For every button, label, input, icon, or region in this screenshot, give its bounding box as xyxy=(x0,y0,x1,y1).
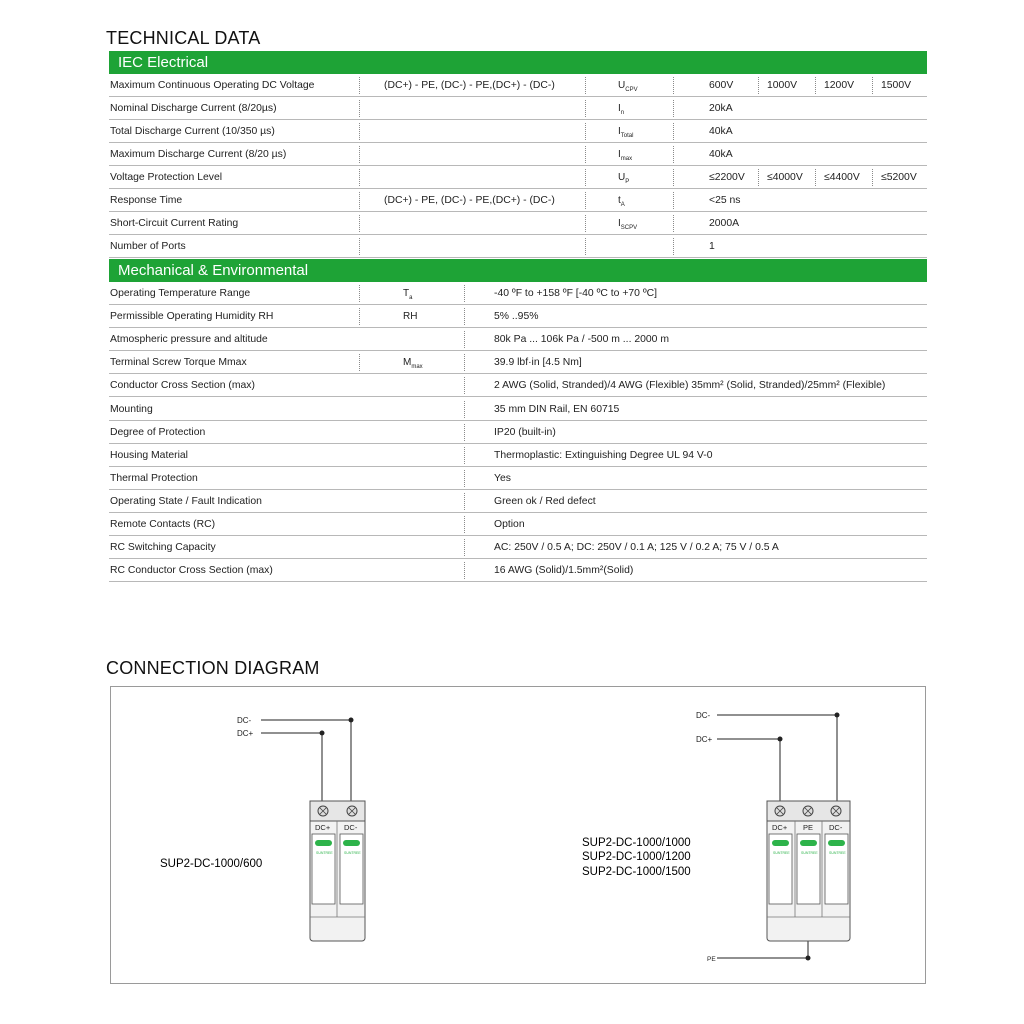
left-terminal-label-1: DC+ xyxy=(315,823,331,832)
iec-value: 40kA xyxy=(709,126,733,137)
right-brand-label-3: SUNTREE xyxy=(829,851,846,855)
right-terminal-label-2: PE xyxy=(803,823,814,832)
left-terminal-label-2: DC- xyxy=(344,823,358,832)
mech-param-name: RC Switching Capacity xyxy=(110,542,216,554)
divider xyxy=(673,215,674,232)
left-device-wiring xyxy=(237,716,354,803)
iec-value: 1500V xyxy=(881,80,912,91)
divider xyxy=(585,192,586,209)
divider xyxy=(464,447,465,464)
mech-param-name: Permissible Operating Humidity RH xyxy=(110,311,274,323)
divider xyxy=(673,192,674,209)
divider xyxy=(758,77,759,94)
divider xyxy=(359,238,360,255)
right-terminal-screw-3 xyxy=(831,806,841,816)
left-wire-label-dc-minus: DC- xyxy=(237,716,252,725)
iec-symbol-letter: U xyxy=(618,172,626,183)
left-terminal-screw-1 xyxy=(318,806,328,816)
iec-value: ≤5200V xyxy=(881,172,917,183)
mech-value: 16 AWG (Solid)/1.5mm²(Solid) xyxy=(494,565,634,577)
right-terminal-screw-1 xyxy=(775,806,785,816)
divider xyxy=(359,215,360,232)
connection-diagram-frame xyxy=(110,686,926,984)
mech-value: Thermoplastic: Extinguishing Degree UL 94 V-0 xyxy=(494,449,713,461)
divider xyxy=(872,169,873,186)
mech-row xyxy=(109,351,927,374)
divider xyxy=(673,100,674,117)
iec-param-name: Maximum Continuous Operating DC Voltage xyxy=(110,80,315,91)
iec-symbol-letter: I xyxy=(618,126,621,137)
divider xyxy=(359,192,360,209)
divider xyxy=(464,470,465,487)
left-brand-label-1: SUNTREE xyxy=(316,851,333,855)
iec-symbol xyxy=(618,212,637,237)
mech-param-name: RC Conductor Cross Section (max) xyxy=(110,565,273,577)
iec-symbol-subscript: Total xyxy=(620,133,634,139)
divider xyxy=(464,516,465,533)
iec-symbol xyxy=(618,166,629,191)
iec-mode: (DC+) - PE, (DC-) - PE,(DC+) - (DC-) xyxy=(384,80,555,91)
iec-symbol-letter: U xyxy=(618,80,626,91)
mech-param-name: Terminal Screw Torque Mmax xyxy=(110,357,247,369)
divider xyxy=(815,169,816,186)
iec-row xyxy=(109,143,927,166)
divider xyxy=(585,123,586,140)
divider xyxy=(673,77,674,94)
iec-row xyxy=(109,74,927,97)
right-wire-label-dc-plus: DC+ xyxy=(696,735,713,744)
divider xyxy=(673,169,674,186)
divider xyxy=(464,285,465,302)
iec-row xyxy=(109,212,927,235)
divider xyxy=(359,308,360,325)
mech-param-name: Atmospheric pressure and altitude xyxy=(110,334,268,346)
mech-row xyxy=(109,374,927,397)
iec-value: 40kA xyxy=(709,149,733,160)
mech-symbol xyxy=(403,305,417,328)
mech-row xyxy=(109,328,927,351)
divider xyxy=(673,123,674,140)
mech-value: Yes xyxy=(494,472,511,484)
right-model-label-2: SUP2-DC-1000/1200 xyxy=(582,851,691,863)
iec-param-name: Maximum Discharge Current (8/20 µs) xyxy=(110,149,287,160)
divider xyxy=(585,146,586,163)
technical-data-title: TECHNICAL DATA xyxy=(106,28,261,48)
iec-symbol-subscript: CPV xyxy=(625,87,638,93)
iec-row xyxy=(109,120,927,143)
divider xyxy=(464,331,465,348)
iec-param-name: Voltage Protection Level xyxy=(110,172,223,183)
mech-row xyxy=(109,305,927,328)
iec-param-name: Nominal Discharge Current (8/20µs) xyxy=(110,103,277,114)
right-terminal-label-1: DC+ xyxy=(772,823,788,832)
mech-symbol-subscript: max xyxy=(411,364,423,371)
divider xyxy=(359,123,360,140)
left-status-led-1 xyxy=(315,840,332,846)
divider xyxy=(464,308,465,325)
mech-param-name: Operating State / Fault Indication xyxy=(110,495,262,507)
mech-param-name: Operating Temperature Range xyxy=(110,288,251,299)
divider xyxy=(758,169,759,186)
mech-value: 5% ..95% xyxy=(494,311,539,323)
mech-row xyxy=(109,513,927,536)
mech-param-name: Conductor Cross Section (max) xyxy=(110,380,255,392)
right-brand-label-1: SUNTREE xyxy=(773,851,790,855)
iec-row xyxy=(109,166,927,189)
iec-value: 1000V xyxy=(767,80,798,91)
iec-value: 1 xyxy=(709,241,715,252)
iec-symbol-subscript: P xyxy=(625,179,630,185)
iec-param-name: Short-Circuit Current Rating xyxy=(110,218,239,229)
mech-row xyxy=(109,398,927,421)
right-status-led-1 xyxy=(772,840,789,846)
mech-symbol-letter: T xyxy=(403,288,410,299)
iec-value: 1200V xyxy=(824,80,855,91)
mech-value: -40 ºF to +158 ºF [-40 ºC to +70 ºC] xyxy=(494,288,658,299)
mech-param-name: Remote Contacts (RC) xyxy=(110,519,216,530)
divider xyxy=(464,377,465,394)
divider xyxy=(359,169,360,186)
left-brand-label-2: SUNTREE xyxy=(344,851,361,855)
divider xyxy=(359,354,360,371)
mech-value: 80k Pa ... 106k Pa / -500 m ... 2000 m xyxy=(494,334,670,346)
divider xyxy=(585,169,586,186)
divider xyxy=(464,401,465,418)
right-surge-protector xyxy=(767,801,850,941)
iec-row xyxy=(109,189,927,212)
left-terminal-screw-2 xyxy=(347,806,357,816)
right-model-label-1: SUP2-DC-1000/1000 xyxy=(582,837,691,849)
left-surge-protector xyxy=(310,801,365,941)
mech-value: 2 AWG (Solid, Stranded)/4 AWG (Flexible) 35mm² (Solid, Stranded)/25mm² (Flexible) xyxy=(494,380,886,392)
divider xyxy=(673,238,674,255)
left-status-led-2 xyxy=(343,840,360,846)
iec-symbol xyxy=(618,74,638,99)
iec-param-name: Number of Ports xyxy=(110,241,186,252)
divider xyxy=(585,100,586,117)
iec-value: 2000A xyxy=(709,218,740,229)
mech-symbol-letter: M xyxy=(403,357,412,369)
right-status-led-2 xyxy=(800,840,817,846)
iec-value: 600V xyxy=(709,80,734,91)
right-model-label-3: SUP2-DC-1000/1500 xyxy=(582,866,691,878)
divider xyxy=(585,238,586,255)
mech-symbol-subscript: a xyxy=(409,295,413,301)
iec-symbol-subscript: SCPV xyxy=(620,225,638,231)
left-model-label: SUP2-DC-1000/600 xyxy=(160,858,263,870)
mech-row xyxy=(109,490,927,513)
mech-row xyxy=(109,467,927,490)
iec-value: ≤2200V xyxy=(709,172,745,183)
iec-mode: (DC+) - PE, (DC-) - PE,(DC+) - (DC-) xyxy=(384,195,555,206)
divider xyxy=(585,215,586,232)
right-terminal-label-3: DC- xyxy=(829,823,843,832)
right-wire-label-dc-minus: DC- xyxy=(696,711,711,720)
divider xyxy=(464,424,465,441)
divider xyxy=(464,354,465,371)
connection-diagram-title: CONNECTION DIAGRAM xyxy=(106,658,320,678)
divider xyxy=(464,493,465,510)
iec-symbol-letter: I xyxy=(618,149,621,160)
iec-symbol xyxy=(618,189,625,214)
divider xyxy=(673,146,674,163)
iec-row xyxy=(109,97,927,120)
iec-symbol xyxy=(618,120,633,145)
mech-value: Green ok / Red defect xyxy=(494,495,596,507)
divider xyxy=(872,77,873,94)
mech-param-name: Degree of Protection xyxy=(110,426,206,438)
mech-row xyxy=(109,559,927,582)
right-brand-label-2: SUNTREE xyxy=(801,851,818,855)
divider xyxy=(359,146,360,163)
divider xyxy=(464,562,465,579)
mech-row xyxy=(109,421,927,444)
iec-symbol-letter: t xyxy=(618,195,621,206)
divider xyxy=(585,77,586,94)
iec-value: ≤4400V xyxy=(824,172,860,183)
mechanical-environmental-header: Mechanical & Environmental xyxy=(109,259,927,282)
mech-param-name: Housing Material xyxy=(110,449,188,461)
right-wire-label-pe: PE xyxy=(707,956,716,963)
iec-symbol-letter: I xyxy=(618,218,621,229)
divider xyxy=(359,285,360,302)
iec-value: <25 ns xyxy=(709,195,741,206)
iec-value: ≤4000V xyxy=(767,172,803,183)
mech-value: 39.9 lbf·in [4.5 Nm] xyxy=(494,357,582,369)
mech-param-name: Mounting xyxy=(110,403,153,415)
divider xyxy=(359,100,360,117)
iec-param-name: Total Discharge Current (10/350 µs) xyxy=(110,126,275,137)
mech-param-name: Thermal Protection xyxy=(110,472,198,484)
iec-symbol-subscript: max xyxy=(620,156,633,162)
right-status-led-3 xyxy=(828,840,845,846)
mech-value: Option xyxy=(494,519,525,530)
mech-value: IP20 (built-in) xyxy=(494,426,556,438)
iec-param-name: Response Time xyxy=(110,195,183,206)
mech-symbol-letter: RH xyxy=(403,311,418,323)
divider xyxy=(464,539,465,556)
iec-symbol-subscript: A xyxy=(620,202,625,208)
iec-symbol-subscript: n xyxy=(620,110,625,116)
iec-symbol xyxy=(618,97,624,122)
divider xyxy=(359,77,360,94)
iec-symbol-letter: I xyxy=(618,103,621,114)
mech-row xyxy=(109,282,927,305)
mech-value: AC: 250V / 0.5 A; DC: 250V / 0.1 A; 125 V / 0.2 A; 75 V / 0.5 A xyxy=(494,542,779,554)
iec-symbol xyxy=(618,143,632,168)
iec-row xyxy=(109,235,927,258)
divider xyxy=(815,77,816,94)
mech-row xyxy=(109,536,927,559)
mech-symbol xyxy=(403,351,423,376)
right-terminal-screw-2 xyxy=(803,806,813,816)
mech-value: 35 mm DIN Rail, EN 60715 xyxy=(494,403,620,415)
mech-row xyxy=(109,444,927,467)
left-wire-label-dc-plus: DC+ xyxy=(237,729,254,738)
iec-electrical-header: IEC Electrical xyxy=(109,51,927,74)
iec-value: 20kA xyxy=(709,103,733,114)
mech-symbol xyxy=(403,282,412,307)
connection-diagram-svg xyxy=(111,687,925,983)
